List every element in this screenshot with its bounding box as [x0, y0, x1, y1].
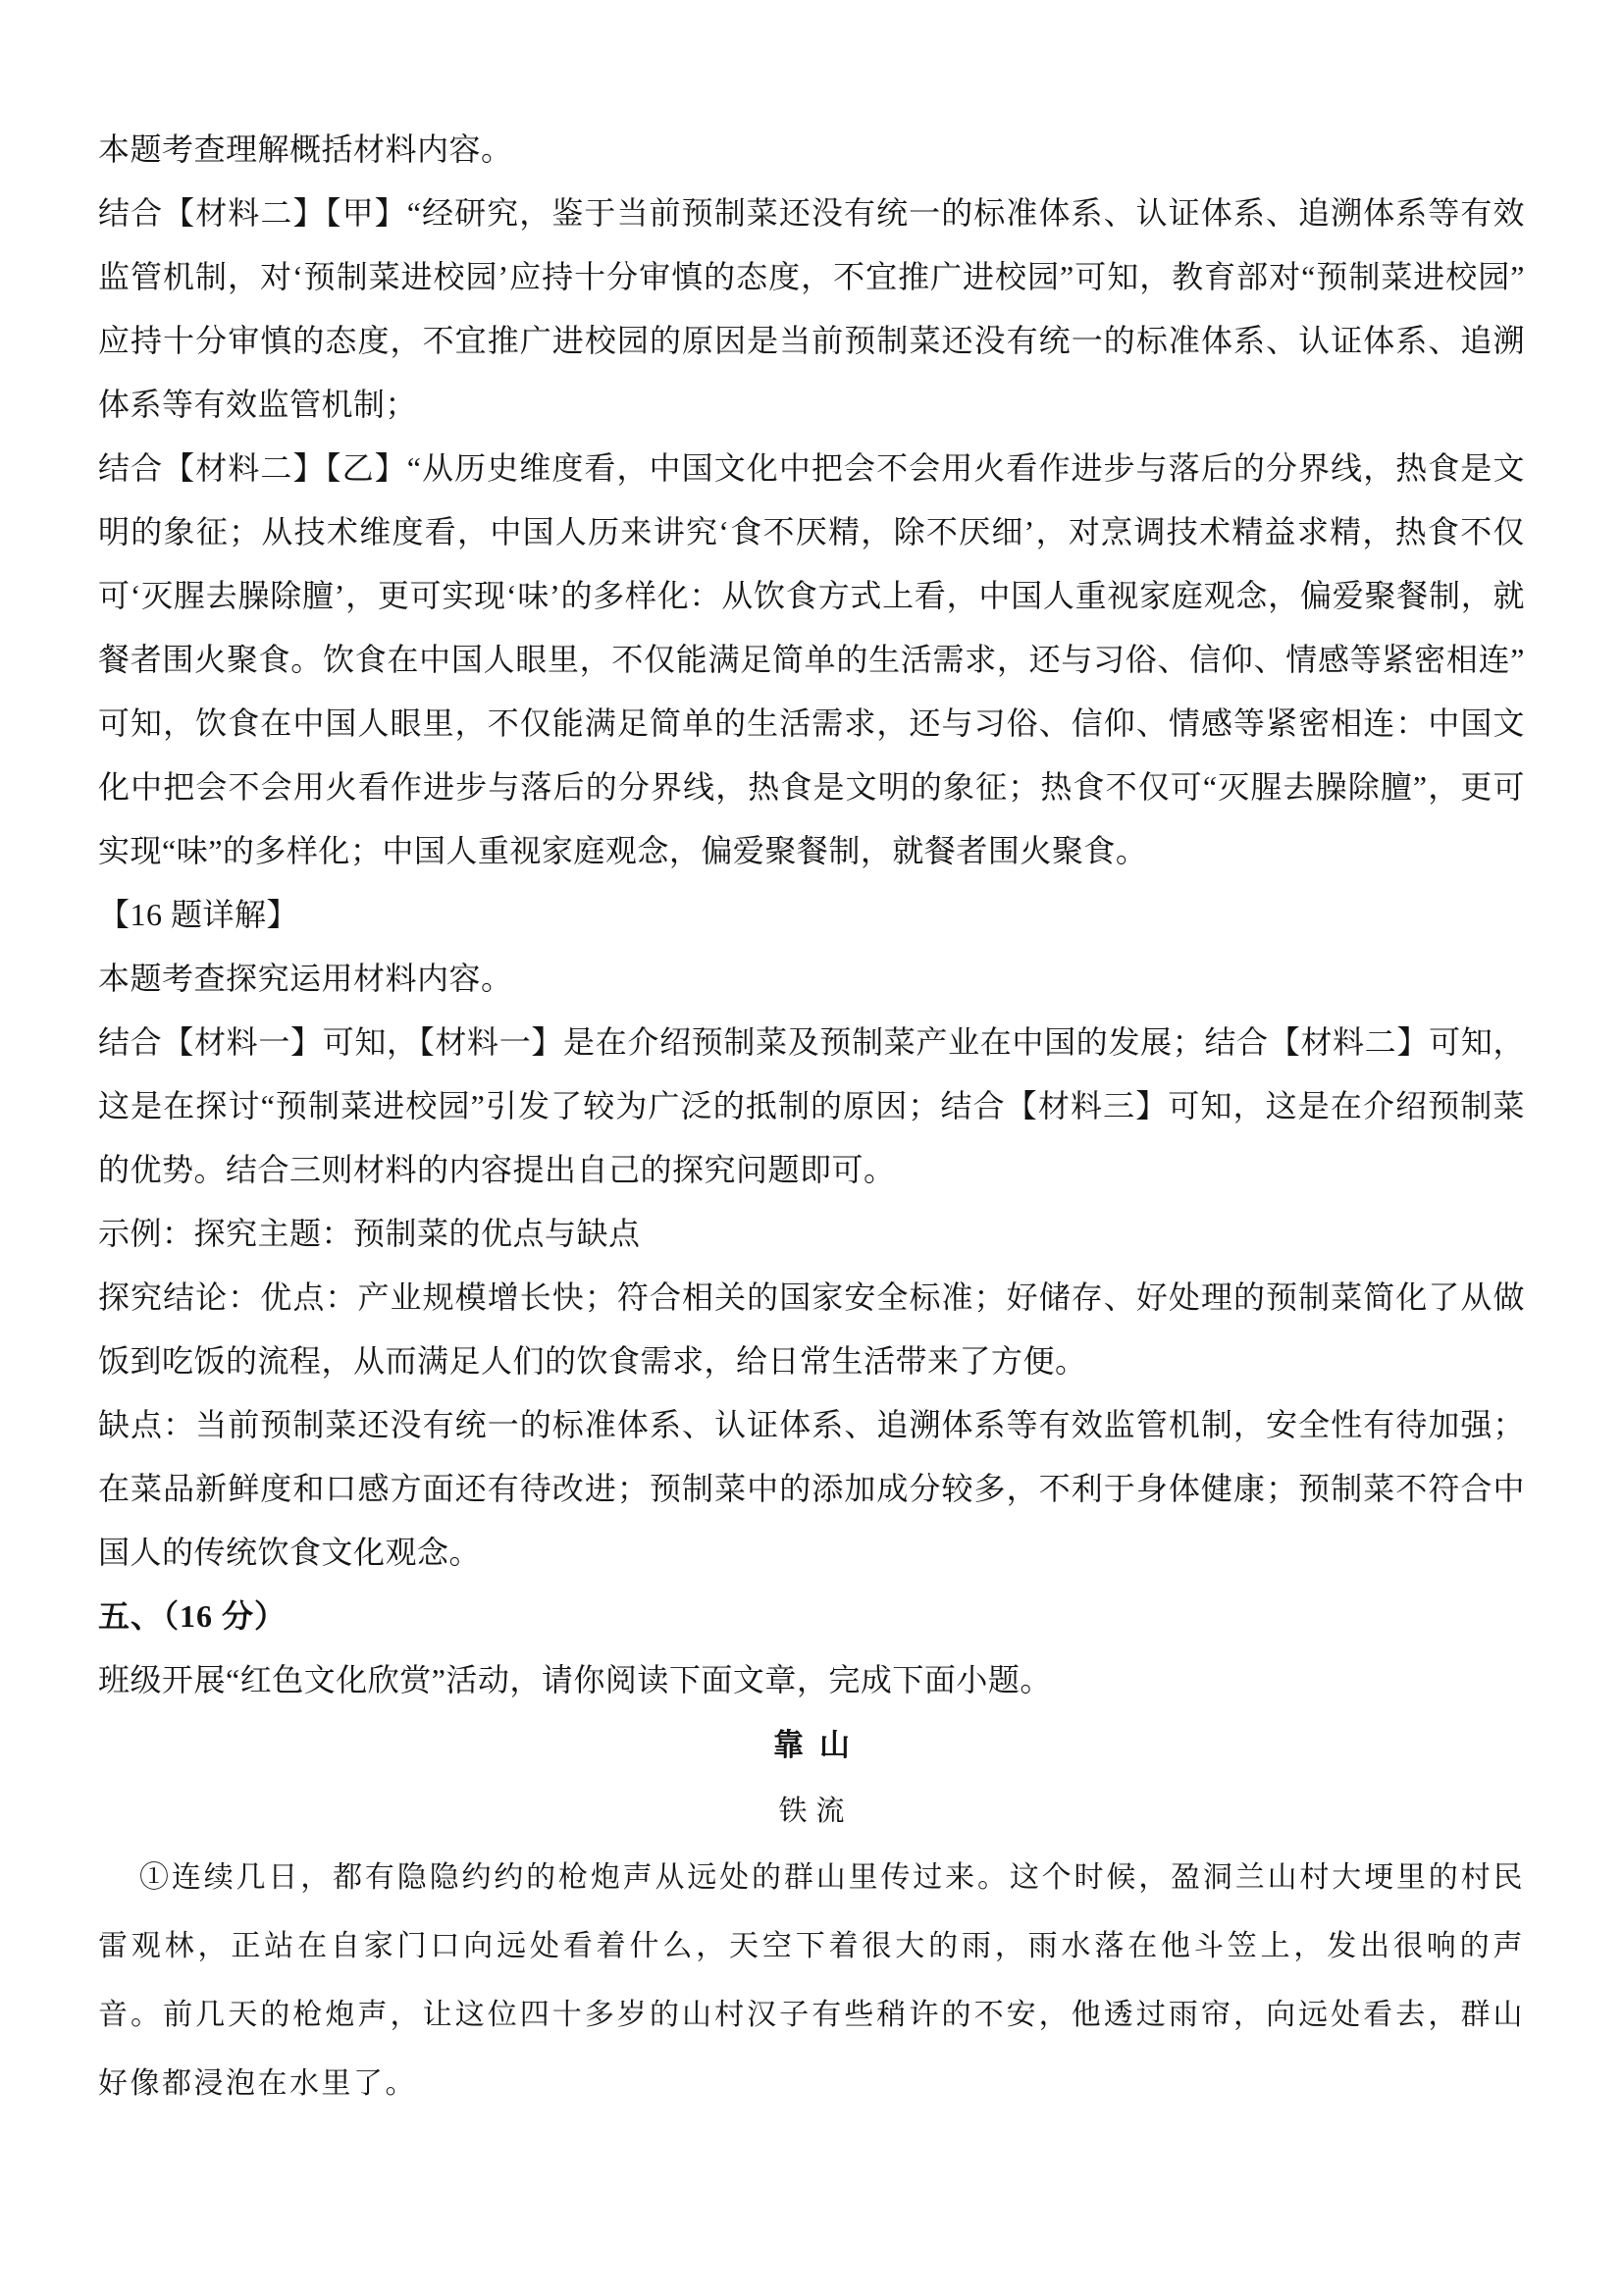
detail-16-heading: 【16 题详解】	[98, 897, 299, 932]
section-five-intro: 班级开展“红色文化欣赏”活动，请你阅读下面文章，完成下面小题。	[98, 1662, 1052, 1697]
article-title: 靠山	[773, 1728, 865, 1762]
detail-16-conclusion-pros: 探究结论：优点：产业规模增长快；符合相关的国家安全标准；好储存、好处理的预制菜简化了从做饭到吃饭的流程，从而满足人们的饮食需求，给日常生活带来了方便。	[98, 1279, 1525, 1379]
explanation-15-material2-jia: 结合【材料二】【甲】“经研究，鉴于当前预制菜还没有统一的标准体系、认证体系、追溯体系等有效监管机制，对‘预制菜进校园’应持十分审慎的态度，不宜推广进校园”可知，教育部对“预制菜进校园”应持十分审慎的态度，不宜推广进校园的原因是当前预制菜还没有统一的标准体系、认证体系、追溯体系等有效监管机制；	[98, 195, 1525, 422]
explanation-15-intro: 本题考查理解概括材料内容。	[98, 131, 513, 167]
detail-16-conclusion-cons: 缺点：当前预制菜还没有统一的标准体系、认证体系、追溯体系等有效监管机制，安全性有待加强；在菜品新鲜度和口感方面还有待改进；预制菜中的添加成分较多，不利于身体健康；预制菜不符合中国人的传统饮食文化观念。	[98, 1407, 1525, 1570]
detail-16-analysis: 结合【材料一】可知，【材料一】是在介绍预制菜及预制菜产业在中国的发展；结合【材料二】可知，这是在探讨“预制菜进校园”引发了较为广泛的抵制的原因；结合【材料三】可知，这是在介绍预制菜的优势。结合三则材料的内容提出自己的探究问题即可。	[98, 1024, 1525, 1187]
article-author: 铁流	[778, 1796, 854, 1827]
article-paragraph-1: ①连续几日，都有隐隐约约的枪炮声从远处的群山里传过来。这个时候，盈洞兰山村大埂里的村民雷观林，正站在自家门口向远处看着什么，天空下着很大的雨，雨水落在他斗笠上，发出很响的声音。前几天的枪炮声，让这位四十多岁的山村汉子有些稍许的不安，他透过雨帘，向远处看去，群山好像都浸泡在水里了。	[98, 1861, 1525, 2100]
detail-16-example-theme: 示例：探究主题：预制菜的优点与缺点	[98, 1216, 641, 1251]
explanation-15-material2-yi: 结合【材料二】【乙】“从历史维度看，中国文化中把会不会用火看作进步与落后的分界线，热食是文明的象征；从技术维度看，中国人历来讲究‘食不厌精，除不厌细’，对烹调技术精益求精，热食不仅可‘灭腥去臊除膻’，更可实现‘味’的多样化：从饮食方式上看，中国人重视家庭观念，偏爱聚餐制，就餐者围火聚食。饮食在中国人眼里，不仅能满足简单的生活需求，还与习俗、信仰、情感等紧密相连”可知，饮食在中国人眼里，不仅能满足简单的生活需求，还与习俗、信仰、情感等紧密相连：中国文化中把会不会用火看作进步与落后的分界线，热食是文明的象征；热食不仅可“灭腥去臊除膻”，更可实现“味”的多样化；中国人重视家庭观念，偏爱聚餐制，就餐者围火聚食。	[98, 450, 1525, 868]
section-five-heading: 五、（16 分）	[98, 1598, 288, 1634]
detail-16-intro: 本题考查探究运用材料内容。	[98, 961, 513, 996]
